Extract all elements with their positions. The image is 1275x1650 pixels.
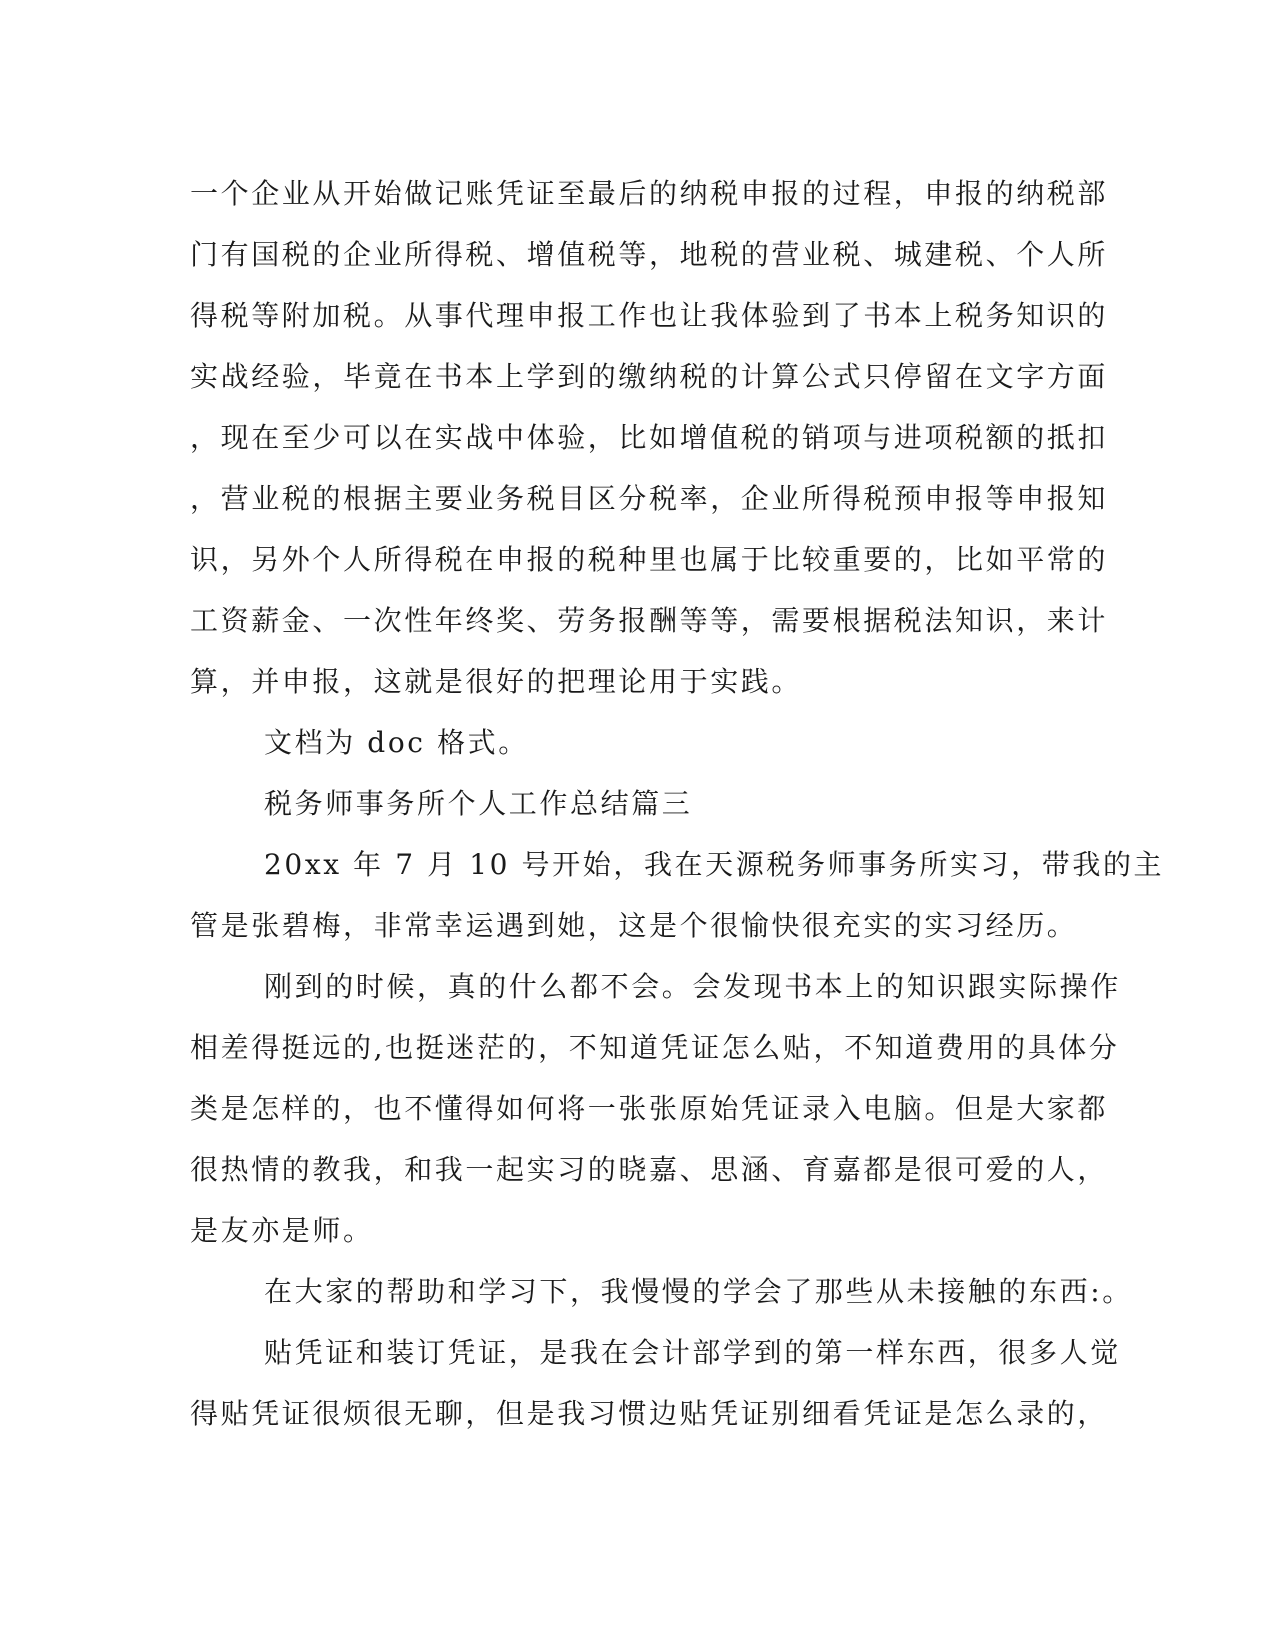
text-line: 刚到的时候，真的什么都不会。会发现书本上的知识跟实际操作 (264, 970, 1121, 1003)
text-line: 一个企业从开始做记账凭证至最后的纳税申报的过程，申报的纳税部 (190, 177, 1109, 210)
text-line: 实战经验，毕竟在书本上学到的缴纳税的计算公式只停留在文字方面 (190, 360, 1109, 393)
text-line: 识，另外个人所得税在申报的税种里也属于比较重要的，比如平常的 (190, 543, 1109, 576)
text-line: 得贴凭证很烦很无聊，但是我习惯边贴凭证别细看凭证是怎么录的， (190, 1397, 1109, 1430)
text-line: 门有国税的企业所得税、增值税等，地税的营业税、城建税、个人所 (190, 238, 1109, 271)
file-format-note: 文档为 doc 格式。 (264, 726, 529, 759)
text-line: ，营业税的根据主要业务税目区分税率，企业所得税预申报等申报知 (190, 482, 1109, 515)
text-line: 工资薪金、一次性年终奖、劳务报酬等等，需要根据税法知识，来计 (190, 604, 1109, 637)
text-line: 20xx 年 7 月 10 号开始，我在天源税务师事务所实习，带我的主 (264, 848, 1165, 881)
text-line: 得税等附加税。从事代理申报工作也让我体验到了书本上税务知识的 (190, 299, 1109, 332)
text-line: ，现在至少可以在实战中体验，比如增值税的销项与进项税额的抵扣 (190, 421, 1109, 454)
text-line: 相差得挺远的,也挺迷茫的，不知道凭证怎么贴，不知道费用的具体分 (190, 1031, 1120, 1064)
text-line: 管是张碧梅，非常幸运遇到她，这是个很愉快很充实的实习经历。 (190, 909, 1078, 942)
text-line: 算，并申报，这就是很好的把理论用于实践。 (190, 665, 803, 698)
text-line: 在大家的帮助和学习下，我慢慢的学会了那些从未接触的东西:。 (264, 1275, 1133, 1308)
text-line: 是友亦是师。 (190, 1214, 374, 1247)
text-line: 类是怎样的，也不懂得如何将一张张原始凭证录入电脑。但是大家都 (190, 1092, 1109, 1125)
text-line: 贴凭证和装订凭证，是我在会计部学到的第一样东西，很多人觉 (264, 1336, 1121, 1369)
text-line: 很热情的教我，和我一起实习的晓嘉、思涵、育嘉都是很可爱的人， (190, 1153, 1109, 1186)
section-heading: 税务师事务所个人工作总结篇三 (264, 787, 693, 820)
document-body (190, 163, 1165, 1444)
